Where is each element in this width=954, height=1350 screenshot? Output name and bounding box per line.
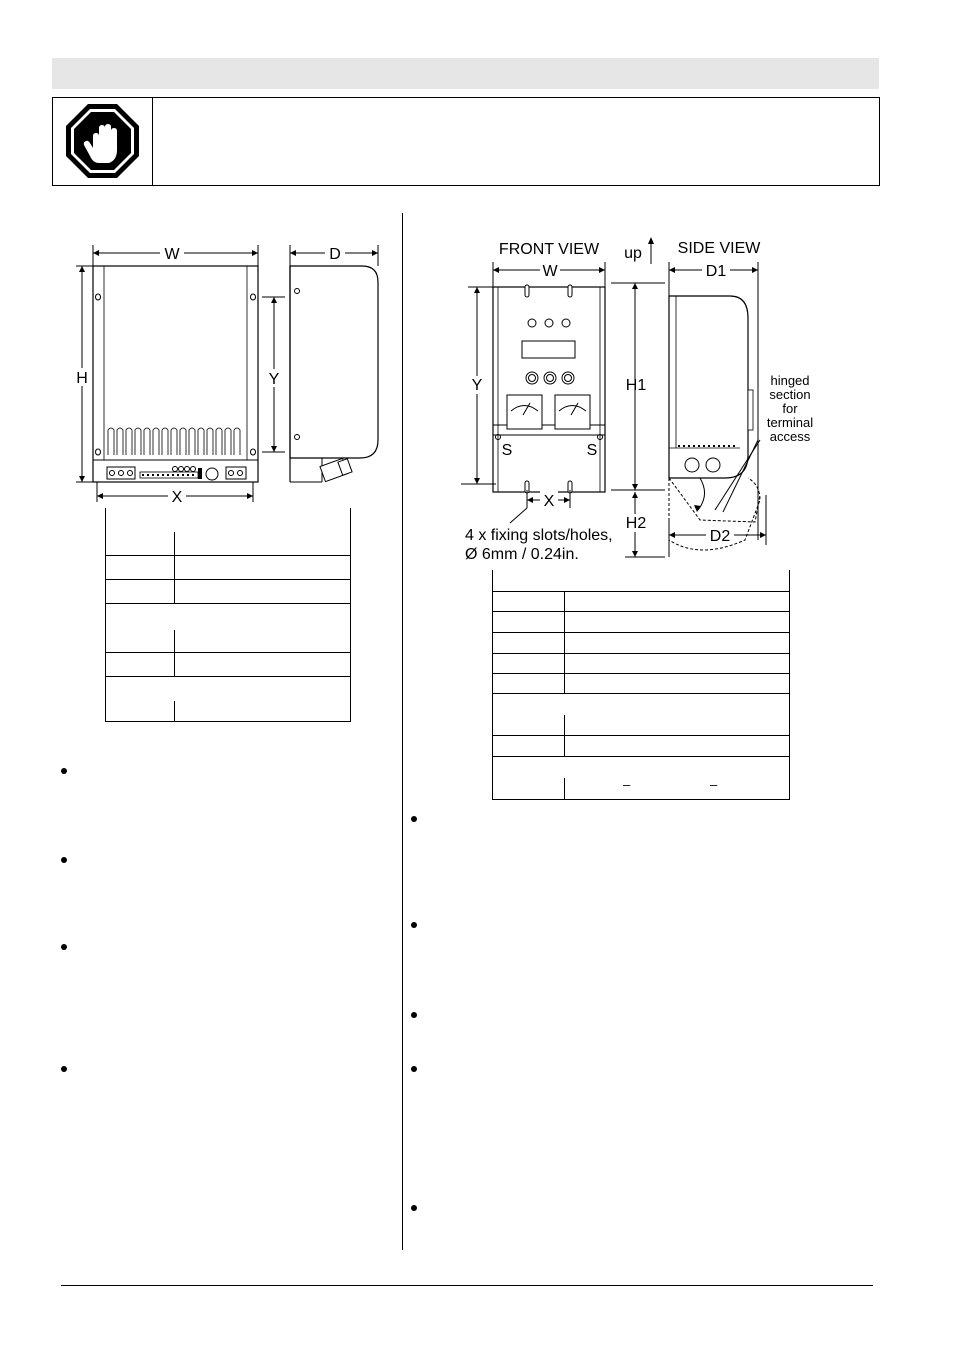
warning-box [52, 97, 880, 186]
hinged-label-1: hinged [770, 373, 810, 388]
bullet-left-4 [61, 1066, 67, 1072]
right-label-Y: Y [471, 377, 483, 394]
hinged-label-2: section [769, 387, 811, 402]
right-label-H1: H1 [625, 377, 647, 394]
hinged-label-4: terminal [766, 415, 814, 430]
left-dimension-diagram [60, 230, 390, 510]
up-label: up [624, 245, 642, 262]
table-dash-1: – [623, 777, 631, 792]
fixing-label-1: 4 x fixing slots/holes, [465, 527, 613, 544]
label-D: D [329, 246, 341, 263]
stop-hand-icon [53, 98, 152, 185]
right-label-D2: D2 [709, 528, 731, 545]
front-view-title: FRONT VIEW [498, 241, 600, 258]
column-divider [402, 213, 403, 1250]
right-label-W: W [542, 263, 558, 280]
side-view-title: SIDE VIEW [677, 240, 761, 257]
table-dash-2: – [710, 777, 718, 792]
label-W: W [164, 246, 180, 263]
label-H: H [76, 370, 88, 387]
label-X: X [171, 489, 183, 506]
bullet-right-5 [411, 1205, 417, 1211]
left-dimensions-table [105, 508, 351, 722]
bullet-right-1 [411, 816, 417, 822]
right-dimensions-table [492, 570, 790, 800]
bullet-right-2 [411, 922, 417, 928]
right-label-S-left: S [501, 442, 513, 459]
hinged-label-3: for [782, 401, 798, 416]
right-label-S-right: S [586, 442, 598, 459]
right-dimension-diagram [455, 232, 814, 568]
bullet-left-3 [61, 944, 67, 950]
right-label-D1: D1 [705, 263, 727, 280]
warning-icon-cell [53, 98, 153, 185]
right-label-H2: H2 [625, 515, 647, 532]
fixing-label-2: Ø 6mm / 0.24in. [465, 546, 579, 563]
bullet-left-2 [61, 857, 67, 863]
label-Y: Y [268, 371, 280, 388]
bullet-left-1 [61, 768, 67, 774]
right-label-X: X [543, 493, 555, 510]
footer-rule [61, 1285, 873, 1286]
hinged-label-5: access [769, 429, 811, 444]
bullet-right-3 [411, 1012, 417, 1018]
bullet-right-4 [411, 1066, 417, 1072]
section-header-bar [52, 58, 879, 89]
